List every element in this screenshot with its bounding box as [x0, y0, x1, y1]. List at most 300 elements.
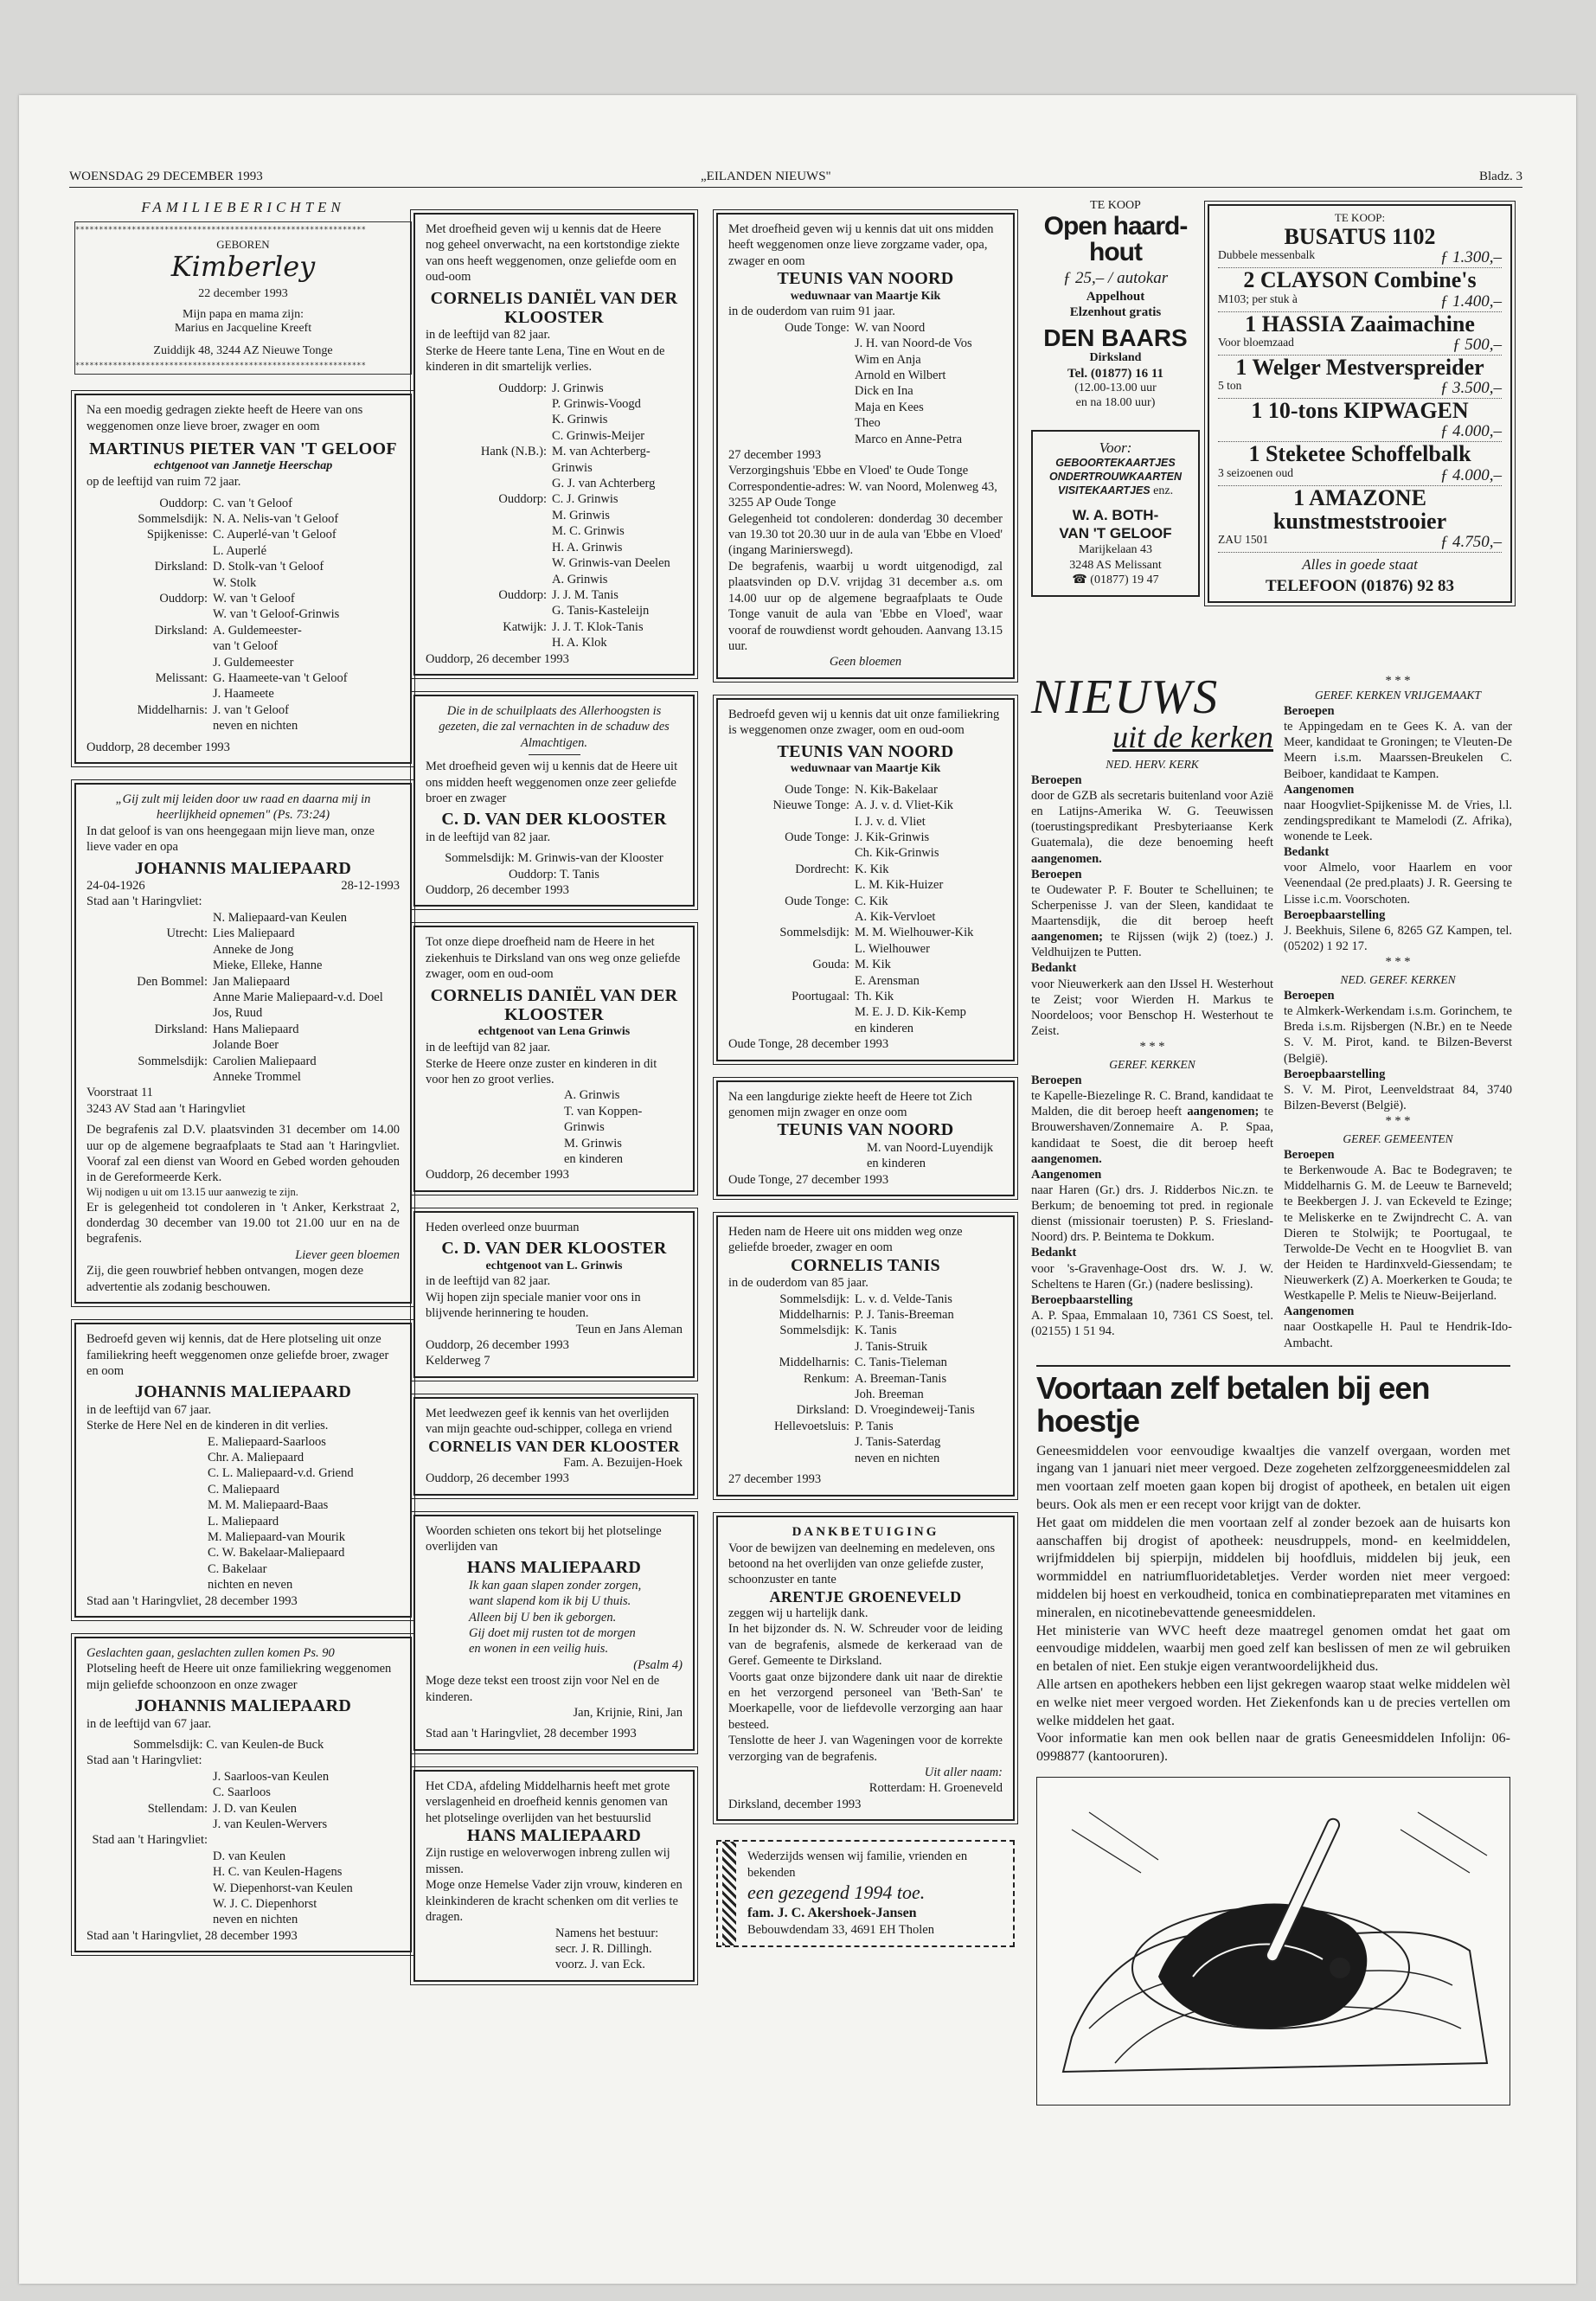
ad-deceased-name: TEUNIS VAN NOORD — [777, 741, 954, 761]
relative-name: Ch. Kik-Grinwis — [855, 846, 939, 861]
relative-name: J. J. T. Klok-Tanis — [552, 619, 644, 634]
lot-name: 2 CLAYSON Combine's — [1243, 267, 1477, 293]
news-text: voor Nieuwerkerk aan den IJssel H. Westerhout te Zeist; voor Wierden H. Markus te Noordeloos; voor Benschop H. Westerhout te Zeist. — [1031, 977, 1273, 1038]
relative-name: I. J. v. d. Vliet — [855, 814, 926, 829]
section-heading: Beroepen — [1284, 989, 1335, 1003]
ad-place-date: Ouddorp, 26 december 1993 — [426, 882, 569, 897]
relative-row — [87, 638, 400, 654]
relative-name: Anne Marie Maliepaard-v.d. Doel — [213, 990, 383, 1004]
relative-place: Melissant: — [155, 671, 208, 686]
ad-no-flowers: Geen bloemen — [829, 655, 902, 670]
lot-price: ƒ 3.500,– — [1439, 379, 1502, 398]
relative-row — [426, 540, 683, 555]
ad-place-date: Dirksland, december 1993 — [728, 1797, 862, 1811]
relative-row — [426, 555, 683, 571]
ad-address-1: Marijkelaan 43 — [1078, 543, 1153, 557]
relative-name: W. van 't Geloof — [213, 592, 295, 606]
news-text: naar Oostkapelle H. Paul te Hendrik-Ido-Ambacht. — [1284, 1320, 1512, 1350]
list-item: en kinderen — [564, 1152, 624, 1166]
relative-name: Arnold en Wilbert — [855, 369, 946, 382]
relative-name: C. van 't Geloof — [213, 496, 293, 510]
decorative-border-icon — [722, 1842, 736, 1945]
relative-name: J. Tanis-Struik — [855, 1339, 928, 1354]
ad-age: in de leeftijd van 82 jaar. — [426, 1274, 551, 1289]
lot-description: 3 seizoenen oud — [1218, 465, 1293, 479]
relative-row — [87, 1817, 400, 1832]
ad-johannis-maliepaard-siblings — [74, 1323, 412, 1618]
relative-place — [87, 543, 208, 559]
church-heading: NED. GEREF. KERKEN — [1340, 973, 1456, 987]
relative-place: Ouddorp: — [159, 496, 208, 510]
relative-name: Wim en Anja — [855, 352, 921, 367]
relative-row — [728, 1292, 1003, 1307]
ad-text: Sterke de Heere tante Lena, Tine en Wout en de kinderen in dit smartelijk verlies. — [426, 343, 665, 375]
church-heading: GEREF. GEMEENTEN — [1343, 1132, 1453, 1146]
section-heading: Beroepen — [1031, 772, 1082, 787]
relative-name: Maja en Kees — [855, 400, 924, 414]
ad-deceased-name: JOHANNIS MALIEPAARD — [134, 858, 352, 878]
ad-cornelis-daniel-inlaws — [413, 926, 695, 1191]
ad-text: Wederzijds wensen wij familie, vrienden en bekenden — [747, 1849, 968, 1880]
nieuws-column-2 — [1284, 673, 1512, 1351]
ad-deceased-name: CORNELIS TANIS — [791, 1255, 940, 1275]
relative-place — [426, 412, 547, 427]
relative-row — [728, 989, 1003, 1004]
relative-place: Dirksland: — [154, 623, 208, 638]
ad-intro: In dat geloof is van ons heengegaan mijn lieve man, onze lieve vader en opa — [87, 824, 375, 855]
star-border-bottom-icon: ************************************************************** — [75, 362, 366, 371]
relative-name: P. Grinwis-Voogd — [552, 397, 641, 412]
relative-place — [87, 1817, 208, 1832]
list-item: Alleen bij U ben ik geborgen. — [469, 1610, 617, 1625]
ad-quote: Die in de schuilplaats des Allerhoogsten is gezeten, die zal vernachten in de schaduw des Almachtigen. — [439, 703, 670, 750]
ad-teunis-van-noord-family — [716, 213, 1015, 679]
lot-row — [1218, 466, 1502, 486]
ad-spouse: echtgenoot van Lena Grinwis — [478, 1025, 631, 1039]
relative-name: Marco en Anne-Petra — [855, 432, 963, 446]
separator-stars: * * * — [1385, 1114, 1411, 1128]
lot-price: ƒ 1.400,– — [1439, 292, 1502, 311]
relative-place — [426, 555, 547, 571]
star-border-top-icon: ************************************************************** — [75, 226, 366, 234]
relative-row — [728, 814, 1003, 830]
relative-row — [87, 670, 400, 686]
relative-name: van 't Geloof — [213, 639, 279, 654]
relative-name: J. Grinwis — [552, 381, 604, 395]
ad-intro: Met droefheid geven wij u kennis dat de Heere uit ons midden heeft weggenomen onze zeer geliefde broer en zwager — [426, 760, 678, 805]
ad-intro: Plotseling heeft de Heere uit onze familiekring weggenomen mijn geliefde schoonzoon en onze zwager — [87, 1662, 392, 1692]
news-text: A. P. Spaa, Emmalaan 10, 7361 CS Soest, tel. (02155) 1 51 94. — [1031, 1308, 1273, 1338]
ad-place-label: Stad aan 't Haringvliet: — [87, 894, 202, 909]
ad-relatives-list — [87, 1769, 400, 1928]
relative-place — [87, 1896, 208, 1912]
section-heading: Bedankt — [1284, 845, 1330, 860]
relative-name: E. Arensman — [855, 973, 920, 988]
ad-signature: Jan, Krijnie, Rini, Jan — [573, 1706, 683, 1721]
relative-name: W. van 't Geloof-Grinwis — [213, 607, 340, 622]
list-item: L. Maliepaard — [208, 1514, 279, 1529]
ad-place-date: Ouddorp, 28 december 1993 — [87, 740, 230, 754]
relative-name: L. M. Kik-Huizer — [855, 878, 944, 893]
relative-name: K. Tanis — [855, 1324, 897, 1338]
ad-new-year-wishes — [716, 1840, 1015, 1946]
list-item: E. Maliepaard-Saarloos — [208, 1434, 326, 1449]
ad-psalm: (Psalm 4) — [633, 1657, 683, 1672]
ad-date: 27 december 1993 — [728, 448, 822, 463]
relative-row — [87, 591, 400, 606]
ad-spouse: weduwnaar van Maartje Kik — [790, 289, 941, 303]
ad-deceased-name: HANS MALIEPAARD — [466, 1826, 642, 1846]
ad-age: in de leeftijd van 67 jaar. — [87, 1402, 212, 1417]
relative-name: A. J. v. d. Vliet-Kik — [855, 798, 953, 813]
church-heading: GEREF. KERKEN — [1109, 1058, 1195, 1072]
relative-place: Ouddorp: — [498, 492, 547, 507]
relative-row — [426, 491, 683, 507]
relative-place — [728, 814, 849, 830]
ad-deceased-name: ARENTJE GROENEVELD — [769, 1587, 962, 1606]
relative-place — [87, 638, 208, 654]
news-text: te Kapelle-Biezelinge R. C. Brand, kandidaat te Malden, die dit beroep heeft aangenomen; te Brouwershaven/Zonnemaire A. P. Spaa, kandidaat te Soest, die dit beroep heeft aangenomen. — [1031, 1089, 1274, 1166]
ad-deceased-name: JOHANNIS MALIEPAARD — [134, 1382, 352, 1402]
relative-name: Carolien Maliepaard — [213, 1054, 317, 1068]
relative-row — [728, 957, 1003, 972]
list-item: T. van Koppen-Grinwis — [564, 1104, 643, 1135]
ad-invitation: Wij nodigen u uit om 13.15 uur aanwezig te zijn. — [87, 1185, 298, 1198]
section-heading: Beroepen — [1031, 867, 1082, 881]
relative-place — [426, 396, 547, 412]
ad-place-date: Stad aan 't Haringvliet, 28 december 1993 — [87, 1928, 298, 1943]
relative-name: C. Saarloos — [213, 1785, 271, 1800]
relative-place — [87, 1069, 208, 1085]
relative-name: J. van Keulen-Wervers — [213, 1817, 328, 1832]
relative-row — [728, 973, 1003, 989]
ad-signature: Teun en Jans Aleman — [575, 1322, 683, 1336]
ad-signature: Fam. A. Bezuijen-Hoek — [563, 1455, 683, 1470]
relative-place: Sommelsdijk: — [138, 511, 208, 526]
relative-place — [87, 1785, 208, 1800]
news-text: naar Hoogvliet-Spijkenisse M. de Vries, l.l. zendingspredikant te Mamelodi (Z. Afrika), wonende te Leek. — [1284, 798, 1512, 843]
ad-died-date: 28-12-1993 — [341, 879, 400, 894]
lot-description: Voor bloemzaad — [1218, 335, 1294, 349]
lot-price: ƒ 1.300,– — [1439, 248, 1502, 267]
ad-text-4: Voorts gaat onze bijzondere dank uit naar de direktie en het verzorgend personeel van 'Beth-San' te Moerkapelle, voor de liefdevolle verzorging aan haar besteed. — [728, 1670, 1003, 1732]
ad-item-birth-cards: GEBOORTEKAARTJES — [1055, 457, 1176, 470]
relative-row — [87, 1832, 400, 1848]
birth-heading: GEBOREN — [216, 238, 270, 251]
ad-teunis-van-noord-inlaws — [716, 698, 1015, 1061]
relative-place — [426, 572, 547, 587]
relative-place — [728, 973, 849, 989]
relative-place: Spijkenisse: — [146, 528, 208, 542]
relative-place: Ouddorp: — [498, 381, 547, 395]
relative-place — [87, 1881, 208, 1896]
relative-name: A. Kik-Vervloet — [855, 909, 936, 924]
relative-place — [426, 635, 547, 651]
ad-signature-1: Namens het bestuur: — [555, 1926, 659, 1940]
ad-condolence-info: Gelegenheid tot condoleren: donderdag 30 december van 19.30 tot 20.30 uur in de aula van 'Ebbe en Vloed' (ingang Marinierswegd). — [728, 511, 1003, 558]
relative-place: Oude Tonge: — [785, 320, 849, 335]
relative-row — [728, 1419, 1003, 1434]
relative-name: D. Vroegindeweij-Tanis — [855, 1403, 975, 1418]
list-item: en wonen in een veilig huis. — [469, 1642, 609, 1657]
header-paper-name: „EILANDEN NIEUWS" — [701, 170, 831, 183]
relative-row — [728, 415, 1003, 431]
list-item: Gij doet mij rusten tot de morgen — [469, 1626, 636, 1641]
relative-row — [87, 496, 400, 511]
relative-row — [87, 511, 400, 527]
relative-name: W. Grinwis-van Deelen — [552, 556, 670, 571]
ad-spouse: echtgenoot van Jannetje Heerschap — [153, 459, 333, 473]
relative-row — [728, 336, 1003, 351]
relative-row — [728, 352, 1003, 368]
relative-place: Dirksland: — [154, 560, 208, 574]
ad-funeral-info: De begrafenis zal D.V. plaatsvinden 31 december om 14.00 uur op de algemene begraafplaats te Stad aan 't Haringvliet. Vooraf zal een dienst van Woord en Gebed worden gehouden in de Gereformeerde Kerk. — [87, 1123, 400, 1185]
ad-teunis-van-noord-nephew — [716, 1080, 1015, 1196]
column-4-ads — [1031, 199, 1200, 597]
ad-family: fam. J. C. Akershoek-Jansen — [747, 1905, 917, 1920]
ad-hans-maliepaard-friends — [413, 1515, 695, 1751]
relative-name: H. C. van Keulen-Hagens — [213, 1865, 343, 1880]
relative-name: neven en nichten — [855, 1451, 940, 1465]
news-text: voor Almelo, voor Haarlem en voor Veenendaal (2e pred.plaats) J. R. Geersing te Lisse i.c.m. Voorschoten. — [1284, 861, 1512, 907]
relative-row — [728, 368, 1003, 383]
relative-row — [87, 1054, 400, 1069]
birth-parents-label: Mijn papa en mama zijn: — [183, 308, 304, 322]
relative-place — [87, 1005, 208, 1021]
news-text: te Almkerk-Werkendam i.s.m. Gorinchem, te Breda i.s.m. Rijsbergen (N.Br.) en te Neede S. V. M. Pirot, kand. te Bilzen-Beverst (België). — [1284, 1004, 1512, 1066]
relative-row — [87, 958, 400, 973]
column-2 — [413, 199, 695, 1982]
ad-place-date: Stad aan 't Haringvliet, 28 december 1993 — [426, 1727, 637, 1741]
separator-stars: * * * — [1385, 674, 1411, 688]
relative-place — [87, 1037, 208, 1053]
ad-relatives-list — [87, 496, 400, 734]
section-heading: Beroepbaarstelling — [1284, 907, 1386, 922]
ad-relative-2: en kinderen — [867, 1157, 926, 1171]
ad-signature-2: Rotterdam: H. Groeneveld — [869, 1781, 1003, 1796]
relative-place — [728, 1339, 849, 1355]
ad-text: Sterke de Here Nel en de kinderen in dit verlies. — [87, 1419, 329, 1433]
ad-relatives-list — [87, 910, 400, 1085]
ad-deceased-name: MARTINUS PIETER VAN 'T GELOOF — [89, 439, 397, 458]
relative-row — [426, 508, 683, 523]
separator-stars: * * * — [1385, 955, 1411, 969]
ad-intro: Met leedwezen geef ik kennis van het overlijden van mijn geachte oud-schipper, collega en vriend — [426, 1406, 672, 1437]
ad-address: Bebouwdendam 33, 4691 EH Tholen — [747, 1923, 934, 1938]
section-heading: Beroepen — [1031, 1074, 1082, 1087]
relative-place — [728, 352, 849, 368]
lot-name: 1 10-tons KIPWAGEN — [1251, 398, 1469, 424]
relative-name: K. Kik — [855, 862, 889, 876]
list-item: C. W. Bakelaar-Maliepaard — [208, 1546, 345, 1561]
relative-name: A. Breeman-Tanis — [855, 1371, 947, 1386]
relative-place: Sommelsdijk: — [779, 1292, 849, 1306]
ad-busatus — [1208, 204, 1512, 603]
news-text: S. V. M. Pirot, Leenveldstraat 84, 3740 Bilzen-Beverst (België). — [1284, 1082, 1512, 1112]
relative-row — [87, 926, 400, 941]
relative-place: Ouddorp: — [159, 592, 208, 606]
relative-name: Jolande Boer — [213, 1038, 279, 1053]
relative-row — [87, 974, 400, 990]
relative-row — [728, 1387, 1003, 1402]
relative-place: Oude Tonge: — [785, 830, 849, 844]
lot-row — [1218, 422, 1502, 442]
relative-row — [728, 1402, 1003, 1418]
relative-row — [728, 1451, 1003, 1466]
ad-phone: ☎ (01877) 19 47 — [1072, 574, 1159, 587]
section-heading: Beroepen — [1284, 1148, 1335, 1162]
ad-place-date: Ouddorp, 26 december 1993 — [426, 1471, 569, 1486]
relative-row — [426, 523, 683, 539]
ad-relatives-list — [728, 320, 1003, 447]
relative-row — [728, 1004, 1003, 1020]
section-heading: Beroepbaarstelling — [1031, 1292, 1133, 1307]
article-paragraph: Het gaat om middelen die men voortaan zelf al zonder bezoek aan de huisarts kon aanschaffen bij drogist of apotheek: neusdruppels, mond- en keelmiddelen, wrijfmiddelen bij spierpijn, middelen bij hoofdluis, middelen bij jeuk, een wormmiddel en natriumfluoridetabletjes. Verder worden niet meer vergoed: middelen bij hoest en verkoudheid, tonica en combinatiepreparaten met vitamines en mineralen, en nicotinebevattende geneesmiddelen. — [1036, 1515, 1510, 1620]
lot-price: ƒ 4.750,– — [1439, 533, 1502, 552]
relative-row — [426, 412, 683, 427]
lot-row — [1218, 292, 1502, 312]
lot-row — [1218, 248, 1502, 268]
relative-name: M. M. Wielhouwer-Kik — [855, 926, 974, 940]
relative-row — [87, 1864, 400, 1880]
list-item: want slapend kom ik bij U thuis. — [469, 1594, 631, 1609]
ad-intro: Na een langdurige ziekte heeft de Heere tot Zich genomen mijn zwager en onze oom — [728, 1089, 972, 1119]
relative-name: D. van Keulen — [213, 1849, 286, 1863]
ad-age: in de leeftijd van 67 jaar. — [87, 1716, 212, 1731]
relative-row — [87, 1881, 400, 1896]
ad-item-wedding-cards: ONDERTROUWKAARTEN — [1048, 470, 1182, 483]
relative-place — [728, 432, 849, 447]
relative-row — [87, 543, 400, 559]
relative-name: H. A. Klok — [552, 636, 607, 651]
ad-deceased-name: C. D. VAN DER KLOOSTER — [441, 1239, 667, 1259]
relative-row — [87, 1849, 400, 1864]
relative-place — [87, 990, 208, 1005]
relative-name: W. Diepenhorst-van Keulen — [213, 1881, 353, 1895]
header-page-number: Bladz. 3 — [1479, 170, 1522, 183]
relative-row — [87, 1896, 400, 1912]
relative-place: Utrecht: — [166, 926, 208, 941]
relative-place — [728, 1021, 849, 1036]
relative-name: H. A. Grinwis — [552, 540, 623, 554]
relative-name: W. Stolk — [213, 575, 257, 590]
relative-place: Renkum: — [803, 1371, 849, 1386]
ad-text: Moge deze tekst een troost zijn voor Nel en de kinderen. — [426, 1674, 660, 1704]
relative-name: C. J. Grinwis — [552, 492, 619, 507]
news-text: naar Haren (Gr.) drs. J. Ridderbos Nic.zn. te Berkum; de benoeming tot pred. in regionale dienst (missionair toerusten) P. S. Friesland-Noord) drs. P. Beintema te Dokkum. — [1031, 1183, 1273, 1245]
relative-name: Th. Kik — [855, 989, 894, 1003]
lot-name: BUSATUS 1102 — [1284, 224, 1436, 249]
relative-row — [87, 1022, 400, 1037]
ad-text-5: Tenslotte de heer J. van Wageningen voor de korrekte verzorging van de begrafenis. — [728, 1734, 1003, 1764]
relative-place — [87, 910, 208, 926]
list-item: nichten en neven — [208, 1578, 293, 1593]
ad-funeral-info: De begrafenis, waarbij u wordt uitgenodigd, zal plaatsvinden op D.V. vrijdag 31 december a.s. om 14.00 uur op de algemene begraafplaats te Oude Tonge vanuit de aula van 'Ebbe en Vloed', waar vooraf de rouwdienst wordt gehouden. Aanvang 13.15 uur. — [728, 559, 1003, 653]
ad-business: DEN BAARS — [1043, 324, 1188, 351]
relative-name: J. Guldemeester — [213, 655, 294, 670]
relative-row — [728, 830, 1003, 845]
article-paragraph: Voor informatie kan men ook bellen naar de gratis Geneesmiddelen Infolijn: 06-0998877 (kantooruren). — [1036, 1731, 1510, 1765]
relative-place — [728, 1434, 849, 1450]
relative-row — [728, 1323, 1003, 1338]
ad-lot-list — [1218, 225, 1502, 553]
ad-text-1: Verzorgingshuis 'Ebbe en Vloed' te Oude Tonge — [728, 464, 969, 478]
relative-row — [87, 559, 400, 574]
ad-relatives-list — [426, 381, 683, 651]
relative-name: W. J. C. Diepenhorst — [213, 1897, 317, 1912]
ad-relative-1: Sommelsdijk: M. Grinwis-van der Klooster — [445, 851, 663, 866]
relative-name: G. Haameete-van 't Geloof — [213, 671, 348, 686]
ad-text-3: In het bijzonder ds. N. W. Schreuder voor de leiding van de begrafenis, alsmede de kerkeraad van de Geref. Gemeente te Dirksland. — [728, 1622, 1003, 1669]
relative-place — [87, 606, 208, 622]
relative-row — [87, 1769, 400, 1785]
ad-text-1: Voor de bewijzen van deelneming en medeleven, ons betoond na het overlijden van onze geliefde zuster, schoonzuster en tante — [728, 1541, 996, 1587]
relative-place: Dirksland: — [154, 1022, 208, 1036]
relative-name: C. Tanis-Tieleman — [855, 1356, 947, 1370]
relative-name: G. Tanis-Kasteleijn — [552, 604, 650, 619]
relative-row — [87, 1005, 400, 1021]
ad-deceased-name: TEUNIS VAN NOORD — [777, 1120, 954, 1140]
relative-row — [87, 702, 400, 718]
ad-text-2: Moge onze Hemelse Vader zijn vrouw, kinderen en kleinkinderen de kracht schenken om dit verlies te dragen. — [426, 1878, 683, 1925]
ad-signature-2: secr. J. R. Dillingh. — [555, 1941, 652, 1956]
relative-name: Mieke, Elleke, Hanne — [213, 958, 323, 973]
relative-place: Oude Tonge: — [785, 782, 849, 797]
relative-name: M. Grinwis — [552, 508, 610, 522]
ad-cornelis-daniel-family — [413, 213, 695, 676]
church-heading: NED. HERV. KERK — [1106, 758, 1199, 771]
relative-name: Joh. Breeman — [855, 1388, 924, 1402]
relative-name: M. van Achterberg-Grinwis — [552, 445, 651, 475]
relative-name: A. Guldemeester- — [213, 623, 302, 638]
ad-age: in de ouderdom van ruim 91 jaar. — [728, 304, 895, 319]
relative-row — [426, 587, 683, 603]
ad-place-label: Stad aan 't Haringvliet: — [87, 1753, 202, 1768]
relative-row — [87, 1069, 400, 1085]
relative-place: Stellendam: — [147, 1801, 208, 1816]
relative-row — [728, 1339, 1003, 1355]
relative-place: Sommelsdijk: — [779, 926, 849, 940]
relative-place: Middelharnis: — [779, 1308, 849, 1323]
relative-row — [426, 619, 683, 635]
relative-name: P. J. Tanis-Breeman — [855, 1308, 954, 1323]
ad-deceased-name: TEUNIS VAN NOORD — [777, 269, 954, 289]
ad-relative-2: Ouddorp: T. Tanis — [509, 867, 599, 881]
ad-condition: Alles in goede staat — [1302, 556, 1418, 574]
relative-place: Hank (N.B.): — [480, 445, 547, 459]
ad-johannis-maliepaard-family — [74, 783, 412, 1304]
ad-intro: Bedroefd geven wij u kennis dat uit onze familiekring is weggenomen onze zwager, oom en oud-oom — [728, 707, 1000, 738]
relative-place — [426, 523, 547, 539]
ad-deceased-name: JOHANNIS MALIEPAARD — [134, 1696, 352, 1716]
relative-name: J. van 't Geloof — [213, 702, 289, 717]
relative-name: Theo — [855, 416, 881, 431]
column-3 — [716, 199, 1015, 1947]
relative-name: M. Kik — [855, 958, 891, 972]
ad-martinus-pieter — [74, 394, 412, 764]
relative-place: Poortugaal: — [792, 989, 849, 1003]
lot-description: ZAU 1501 — [1218, 533, 1269, 547]
ad-no-flowers: Liever geen bloemen — [295, 1247, 400, 1262]
relative-place — [87, 1849, 208, 1864]
relative-row — [87, 623, 400, 638]
list-item: C. Bakelaar — [208, 1561, 267, 1576]
ad-open-haard-hout — [1031, 199, 1200, 411]
ad-deceased-name: C. D. VAN DER KLOOSTER — [441, 810, 667, 830]
relative-row — [728, 1021, 1003, 1036]
relative-place — [87, 575, 208, 591]
relative-place — [728, 383, 849, 399]
